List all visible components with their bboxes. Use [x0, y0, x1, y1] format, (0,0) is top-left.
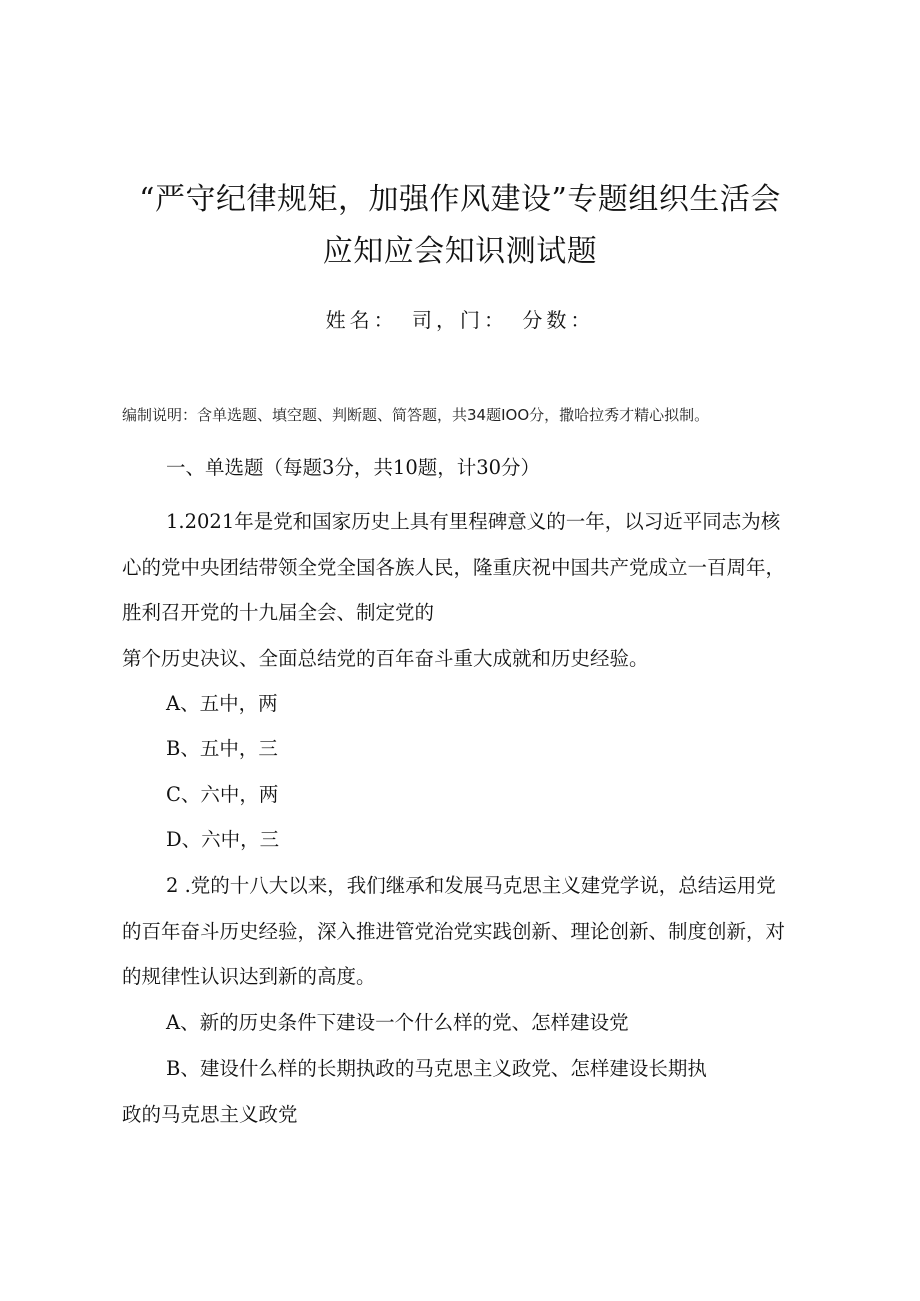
q1-option-d: D、六中，三	[166, 828, 280, 851]
q2-line-1: 2 .党的十八大以来，我们继承和发展马克思主义建党学说，总结运用党	[166, 874, 776, 897]
info-fields	[0, 304, 920, 333]
q1-option-c: C、六中，两	[166, 783, 279, 806]
q1-line-1: 1.2021年是党和国家历史上具有里程碑意义的一年，以习近平同志为核	[166, 510, 781, 533]
title-line-1: “严守纪律规矩，加强作风建设”专题组织生活会	[139, 182, 781, 217]
compilation-note: 编制说明：含单选题、填空题、判断题、简答题，共34题IOO分，撒哈拉秀才精心拟制。	[122, 406, 710, 424]
name-field-label: 姓名：	[325, 308, 398, 332]
q1-line-4: 第个历史决议、全面总结党的百年奋斗重大成就和历史经验。	[122, 647, 649, 670]
title-line-2: 应知应会知识测试题	[322, 234, 598, 269]
score-field-label: 分数：	[522, 308, 595, 332]
q2-option-b: B、建设什么样的长期执政的马克思主义政党、怎样建设长期执	[166, 1057, 707, 1080]
q1-option-a: A、五中，两	[166, 692, 278, 715]
q1-line-2: 心的党中央团结带领全党全国各族人民，隆重庆祝中国共产党成立一百周年，	[122, 556, 786, 579]
q2-line-3: 的规律性认识达到新的高度。	[122, 965, 376, 988]
q2-option-b-continued: 政的马克思主义政党	[122, 1103, 298, 1126]
section-heading: 一、单选题（每题3分，共10题，计30分）	[166, 456, 541, 479]
q1-option-b: B、五中，三	[166, 737, 278, 760]
q2-option-a: A、新的历史条件下建设一个什么样的党、怎样建设党	[166, 1011, 629, 1034]
q1-line-3: 胜利召开党的十九届全会、制定党的	[122, 601, 435, 624]
dept-field-label: 司，门：	[412, 308, 508, 332]
q2-line-2: 的百年奋斗历史经验，深入推进管党治党实践创新、理论创新、制度创新，对	[122, 920, 786, 943]
